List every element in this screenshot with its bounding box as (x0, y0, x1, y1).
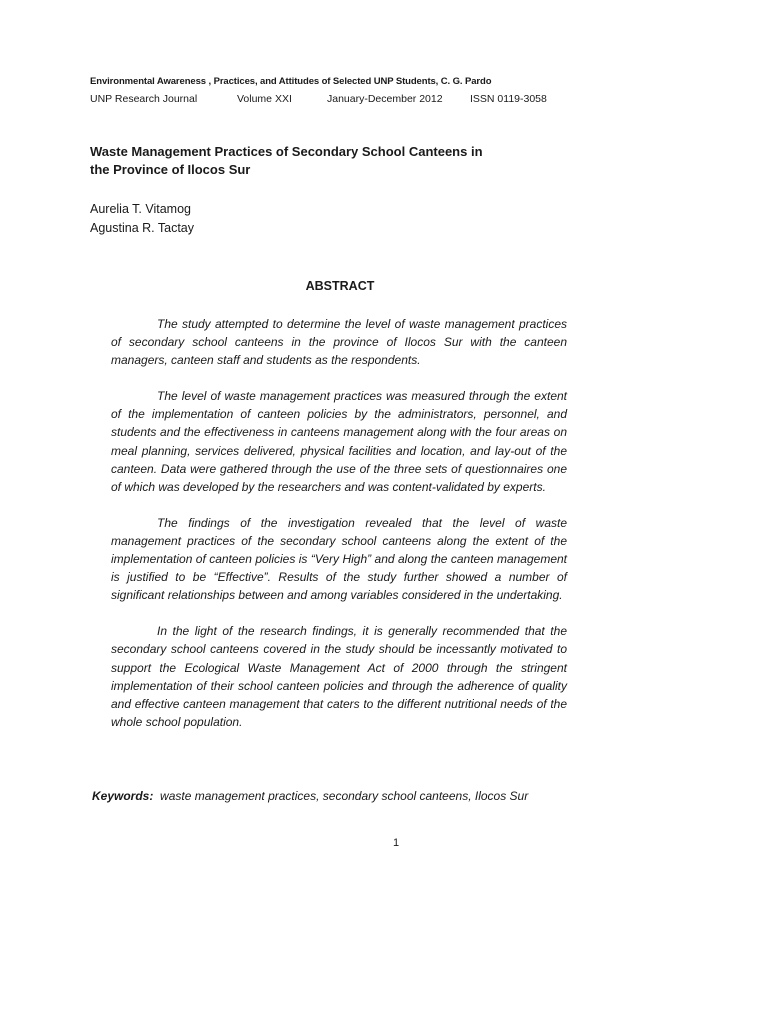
abstract-paragraph: The level of waste management practices was measured through the extent of the implementation of canteen policies by the administrators, personnel, and students and the effectiveness in canteens management along with the four areas on meal planning, services delivered, physical facilities and location, and lay-out of the canteen. Data were gathered through the use of the three sets of questionnaires one of which was developed by the researchers and was content-validated by experts. (111, 389, 567, 494)
abstract-paragraph: In the light of the research findings, it is generally recommended that the secondary school canteens covered in the study should be incessantly motivated to support the Ecological Waste Management Act of 2000 through the stringent implementation of their school canteen policies and through the adherence of quality and effective canteen management that caters to the different nutritional needs of the whole school population. (111, 624, 567, 729)
journal-volume: Volume XXI (237, 93, 292, 105)
running-head: Environmental Awareness , Practices, and Attitudes of Selected UNP Students, C. G. Pardo (90, 76, 492, 87)
author-name: Agustina R. Tactay (90, 220, 194, 235)
keywords-text: waste management practices, secondary school canteens, Ilocos Sur (160, 789, 529, 803)
article-title-line: the Province of Ilocos Sur (90, 162, 251, 177)
keywords-label: Keywords: (92, 789, 154, 803)
abstract-paragraph: The study attempted to determine the level of waste management practices of secondary school canteens in the province of Ilocos Sur with the canteen managers, canteen staff and students as the respondents. (111, 317, 567, 368)
article-title-line: Waste Management Practices of Secondary School Canteens in (90, 144, 483, 159)
journal-date: January-December 2012 (327, 93, 443, 105)
abstract-body (111, 315, 567, 749)
author-name: Aurelia T. Vitamog (90, 202, 191, 216)
journal-issn: ISSN 0119-3058 (470, 93, 547, 105)
author-list (90, 200, 194, 237)
journal-name: UNP Research Journal (90, 93, 198, 105)
journal-info-line (90, 93, 560, 107)
page-number: 1 (392, 837, 400, 849)
abstract-heading: ABSTRACT (305, 279, 375, 293)
abstract-paragraph: The findings of the investigation revealed that the level of waste management practices of the secondary school canteens along the extent of the implementation of canteen policies is “Very High” and along the canteen management is justified to be “Effective”. Results of the study further showed a number of significant relationships between and among variables considered in the undertaking. (111, 515, 567, 603)
keywords (92, 789, 528, 803)
article-title (90, 143, 510, 179)
